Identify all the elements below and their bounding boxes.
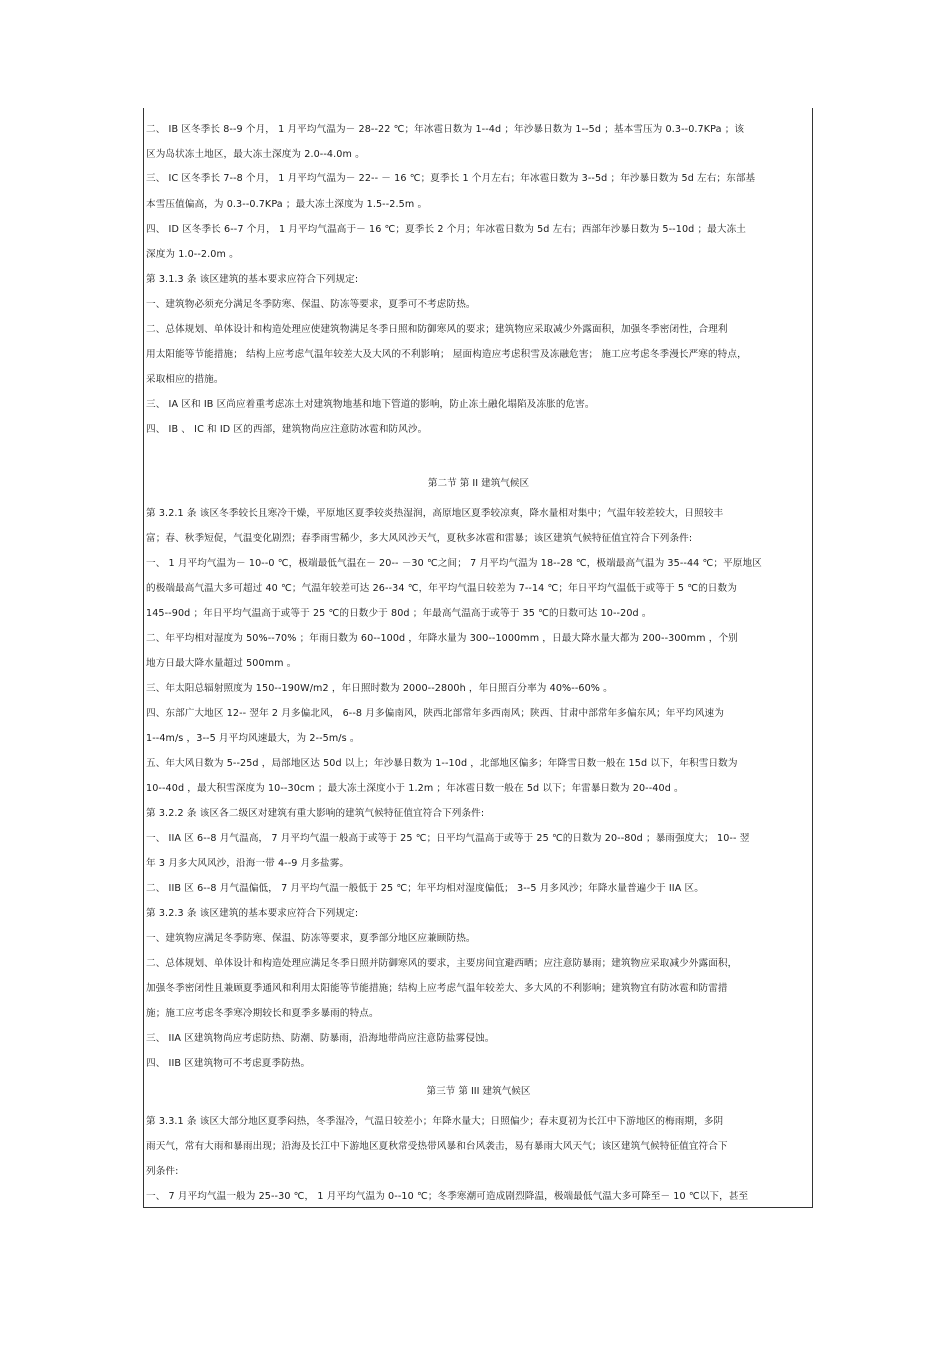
text-line: 一、 1 月平均气温为－ 10--0 ℃，极端最低气温在－ 20-- －30 ℃之间； 7 月平均气温为 18--28 ℃，极端最高气温为 35--44 ℃；平原地区	[146, 558, 762, 569]
text-line: 三、 IC 区冬季长 7--8 个月， 1 月平均气温为－ 22-- － 16 ℃；夏季长 1 个月左右；年冰雹日数为 3--5d ；年沙暴日数为 5d 左右；东部基	[146, 173, 756, 184]
text-line: 二、年平均相对湿度为 50%--70% ；年雨日数为 60--100d ，年降水量为 300--1000mm ，日最大降水量大都为 200--300mm ，个别	[146, 633, 738, 644]
text-line: 10--40d ，最大积雪深度为 10--30cm ；最大冻土深度小于 1.2m ；年冰雹日数一般在 5d 以下；年雷暴日数为 20--40d 。	[146, 783, 684, 794]
text-line: 年 3 月多大风风沙，沿海一带 4--9 月多盐雾。	[146, 858, 350, 869]
text-line: 第 3.2.3 条 该区建筑的基本要求应符合下列规定:	[146, 908, 359, 919]
text-line: 第 3.1.3 条 该区建筑的基本要求应符合下列规定:	[146, 274, 359, 285]
text-line: 三、 IA 区和 IB 区尚应着重考虑冻土对建筑物地基和地下管道的影响，防止冻土融化塌陷及冻胀的危害。	[146, 399, 595, 410]
text-line: 加强冬季密闭性且兼顾夏季通风和利用太阳能等节能措施；结构上应考虑气温年较差大、多大风的不利影响；建筑物宜有防冰雹和防雷措	[146, 983, 728, 994]
text-line: 二、 IIB 区 6--8 月气温偏低， 7 月平均气温一般低于 25 ℃；年平均相对湿度偏低； 3--5 月多风沙；年降水量普遍少于 IIA 区。	[146, 883, 704, 894]
text-line: 一、建筑物必须充分满足冬季防寒、保温、防冻等要求，夏季可不考虑防热。	[146, 299, 476, 310]
text-line: 施；施工应考虑冬季寒冷期较长和夏季多暴雨的特点。	[146, 1008, 379, 1019]
text-line: 深度为 1.0--2.0m 。	[146, 249, 239, 260]
text-line: 二、 IB 区冬季长 8--9 个月， 1 月平均气温为－ 28--22 ℃；年冰雹日数为 1--4d ；年沙暴日数为 1--5d ；基本雪压为 0.3--0.7KPa ；该	[146, 124, 745, 135]
text-line: 本雪压值偏高，为 0.3--0.7KPa ；最大冻土深度为 1.5--2.5m 。	[146, 199, 428, 210]
section-heading: 第三节 第 III 建筑气候区	[426, 1086, 531, 1097]
text-line: 富；春、秋季短促，气温变化剧烈；春季雨雪稀少，多大风风沙天气，夏秋多冰雹和雷暴；该区建筑气候特征值宜符合下列条件:	[146, 533, 693, 544]
text-line: 第 3.2.1 条 该区冬季较长且寒冷干燥，平原地区夏季较炎热湿润，高原地区夏季较凉爽，降水量相对集中；气温年较差较大，日照较丰	[146, 508, 724, 519]
text-line: 第 3.2.2 条 该区各二级区对建筑有重大影响的建筑气候特征值宜符合下列条件:	[146, 808, 485, 819]
text-line: 地方日最大降水量超过 500mm 。	[146, 658, 297, 669]
text-line: 145--90d ；年日平均气温高于或等于 25 ℃的日数少于 80d ；年最高气温高于或等于 35 ℃的日数可达 10--20d 。	[146, 608, 652, 619]
text-line: 采取相应的措施。	[146, 374, 224, 385]
text-line: 一、 7 月平均气温一般为 25--30 ℃， 1 月平均气温为 0--10 ℃；冬季寒潮可造成剧烈降温，极端最低气温大多可降至－ 10 ℃以下，甚至	[146, 1191, 749, 1202]
text-line: 雨天气，常有大雨和暴雨出现；沿海及长江中下游地区夏秋常受热带风暴和台风袭击，易有暴雨大风天气；该区建筑气候特征值宜符合下	[146, 1141, 728, 1152]
text-line: 1--4m/s ，3--5 月平均风速最大，为 2--5m/s 。	[146, 733, 360, 744]
section-heading: 第二节 第 II 建筑气候区	[427, 478, 530, 489]
text-line: 四、东部广大地区 12-- 翌年 2 月多偏北风， 6--8 月多偏南风，陕西北部常年多西南风；陕西、甘肃中部常年多偏东风；年平均风速为	[146, 708, 724, 719]
text-line: 第 3.3.1 条 该区大部分地区夏季闷热，冬季湿冷，气温日较差小；年降水量大；日照偏少；春末夏初为长江中下游地区的梅雨期，多阴	[146, 1116, 724, 1127]
text-line: 二、总体规划、单体设计和构造处理应满足冬季日照并防御寒风的要求，主要房间宜避西晒；应注意防暴雨；建筑物应采取减少外露面积，	[146, 958, 738, 969]
text-line: 用太阳能等节能措施； 结构上应考虑气温年较差大及大风的不利影响； 屋面构造应考虑积雪及冻融危害； 施工应考虑冬季漫长严寒的特点，	[146, 349, 747, 360]
text-line: 四、 ID 区冬季长 6--7 个月， 1 月平均气温高于－ 16 ℃；夏季长 2 个月；年冰雹日数为 5d 左右；西部年沙暴日数为 5--10d ；最大冻土	[146, 224, 746, 235]
text-line: 三、年太阳总辐射照度为 150--190W/m2 ，年日照时数为 2000--2800h ，年日照百分率为 40%--60% 。	[146, 683, 613, 694]
text-line: 列条件:	[146, 1166, 179, 1177]
text-line: 二、总体规划、单体设计和构造处理应使建筑物满足冬季日照和防御寒风的要求；建筑物应采取减少外露面积，加强冬季密闭性，合理利	[146, 324, 728, 335]
text-line: 五、年大风日数为 5--25d ，局部地区达 50d 以上；年沙暴日数为 1--10d ，北部地区偏多；年降雪日数一般在 15d 以下，年积雪日数为	[146, 758, 738, 769]
text-line: 四、 IB 、 IC 和 ID 区的西部，建筑物尚应注意防冰雹和防风沙。	[146, 424, 428, 435]
text-line: 一、 IIA 区 6--8 月气温高， 7 月平均气温一般高于或等于 25 ℃；日平均气温高于或等于 25 ℃的日数为 20--80d ；暴雨强度大； 10-- 翌	[146, 833, 750, 844]
text-line: 四、 IIB 区建筑物可不考虑夏季防热。	[146, 1058, 311, 1069]
text-line: 区为岛状冻土地区，最大冻土深度为 2.0--4.0m 。	[146, 149, 365, 160]
text-line: 三、 IIA 区建筑物尚应考虑防热、防潮、防暴雨，沿海地带尚应注意防盐雾侵蚀。	[146, 1033, 495, 1044]
text-line: 的极端最高气温大多可超过 40 ℃；气温年较差可达 26--34 ℃，年平均气温日较差为 7--14 ℃；年日平均气温低于或等于 5 ℃的日数为	[146, 583, 737, 594]
text-line: 一、建筑物应满足冬季防寒、保温、防冻等要求，夏季部分地区应兼顾防热。	[146, 933, 476, 944]
